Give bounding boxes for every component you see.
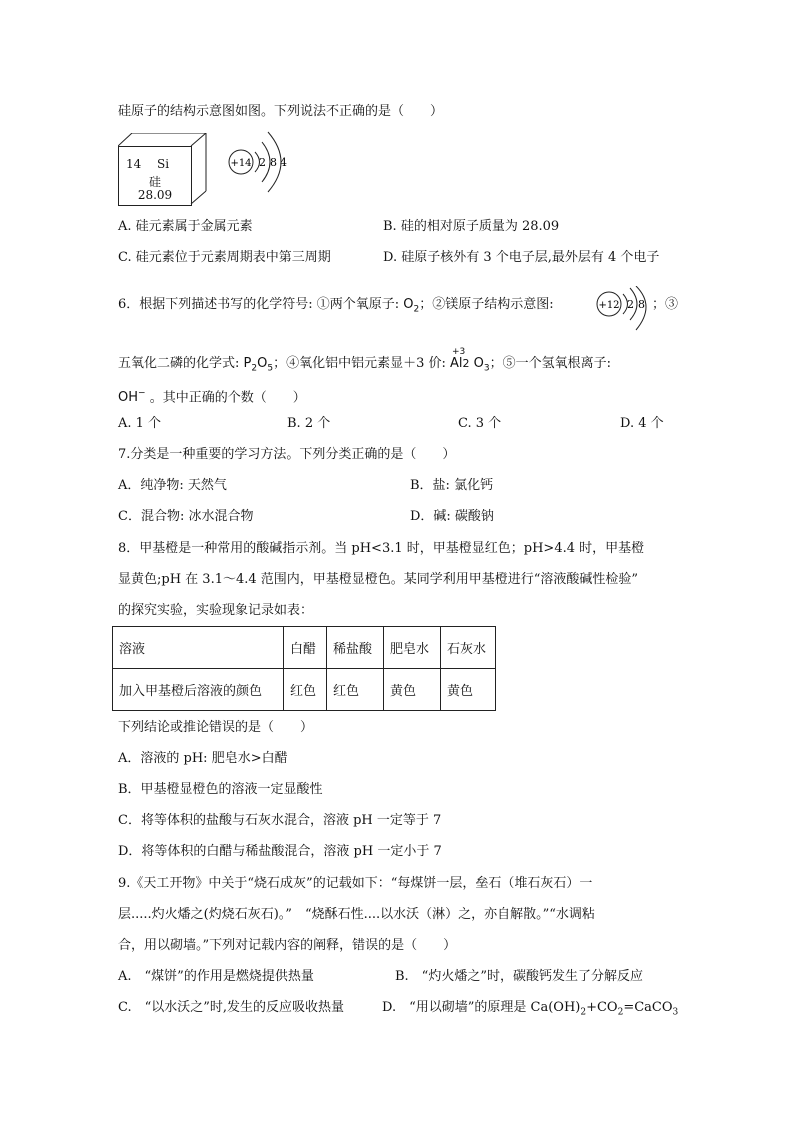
table-row [113, 669, 496, 711]
q6-option-c: C. 3 个 [458, 416, 502, 431]
formula-o: O [257, 356, 268, 371]
mg-shell-2-count: 8 [638, 298, 645, 311]
table-header-cell: 石灰水 [441, 627, 496, 669]
formula-al: Al [449, 356, 463, 371]
element-card-3d-edges [118, 133, 208, 205]
formula-al-count: 2 [462, 357, 470, 370]
q6-oh-label: ；⑤一个氢氧根离子: [489, 356, 611, 371]
q9-line-2: 层.....灼火燔之(灼烧石灰石)。” “烧酥石性....以水沃（淋）之，亦自解散。”“水调粘 [118, 907, 595, 922]
formula-oh-symbol: OH [118, 390, 139, 406]
q9-line-1: 9.《天工开物》中关于“烧石成灰”的记载如下：“每煤饼一层，垒石（堆石灰石）一 [118, 876, 593, 891]
q7-option-d: D．碱: 碳酸钠 [410, 509, 494, 524]
element-number: 14 [126, 157, 142, 171]
formula-al-o: O [473, 356, 484, 371]
q6-option-d: D. 4 个 [620, 416, 664, 431]
q9-option-d-sub: 2 [580, 1007, 587, 1018]
q6-line-1 [118, 296, 554, 319]
q8-line-1: 8．甲基橙是一种常用的酸碱指示剂。当 pH<3.1 时，甲基橙显红色；pH>4.4 时，甲基橙 [118, 541, 645, 556]
mg-nucleus-charge: +12 [598, 300, 620, 311]
q8-option-a: A．溶液的 pH: 肥皂水>白醋 [118, 751, 288, 766]
q6-al-label: ；④氧化铝中铝元素显＋3 价: [273, 356, 450, 371]
q6-line-2 [118, 349, 611, 378]
q9-option-d-mid: +CO [586, 1000, 618, 1015]
q9-option-a: A. “煤饼”的作用是燃烧提供热量 [118, 969, 314, 984]
al-valence: +3 [451, 347, 466, 357]
formula-o2 [403, 297, 420, 315]
q9-option-d-end: =CaCO [623, 1000, 673, 1015]
nucleus-charge: +14 [230, 158, 252, 169]
element-mass: 28.09 [137, 188, 173, 202]
q6-intro: 6．根据下列描述书写的化学符号: ①两个氧原子: [118, 297, 404, 312]
q9-line-3: 合，用以砌墙。”下列对记载内容的阐释，错误的是（ ） [118, 938, 457, 953]
formula-o2-subscript: 2 [413, 304, 420, 315]
q8-line-2: 显黄色;pH 在 3.1～4.4 范围内，甲基橙显橙色。某同学利用甲基橙进行“溶液酸碱性检验” [118, 572, 639, 587]
table-header-cell: 肥皂水 [384, 627, 441, 669]
table-cell: 黄色 [441, 669, 496, 711]
q6-option-b: B. 2 个 [287, 416, 331, 431]
table-cell: 加入甲基橙后溶液的颜色 [113, 669, 284, 711]
mg-shell-1-count: 2 [627, 298, 634, 311]
table-header-row [113, 627, 496, 669]
q7-option-c: C．混合物: 冰水混合物 [118, 509, 254, 524]
element-name: 硅 [148, 175, 161, 189]
table-header-cell: 稀盐酸 [327, 627, 384, 669]
table-cell: 红色 [284, 669, 327, 711]
q9-option-d-sub2: 2 [617, 1007, 624, 1018]
formula-al-o-subscript: 3 [483, 363, 490, 374]
table-header-cell: 白醋 [284, 627, 327, 669]
indicator-results-table [112, 626, 496, 711]
q7-option-a: A．纯净物: 天然气 [118, 478, 227, 493]
table-cell: 黄色 [384, 669, 441, 711]
shell-1-count: 2 [259, 156, 266, 169]
q7-option-b: B．盐: 氯化钙 [410, 478, 494, 493]
formula-p2o5 [243, 356, 274, 374]
q6-option-a: A. 1 个 [118, 416, 162, 431]
formula-o-subscript: 5 [267, 363, 274, 374]
q9-option-c: C. “以水沃之”时,发生的反应吸收热量 [118, 1000, 345, 1015]
magnesium-atom-diagram [592, 286, 658, 332]
table-cell: 红色 [327, 669, 384, 711]
q5-option-d: D. 硅原子核外有 3 个电子层,最外层有 4 个电子 [383, 250, 660, 265]
q6-p2o5-label: 五氧化二磷的化学式: [118, 356, 244, 371]
q6-line-3 [118, 385, 306, 407]
q8-option-d: D．将等体积的白醋与稀盐酸混合，溶液 pH 一定小于 7 [118, 844, 442, 859]
table-header-cell: 溶液 [113, 627, 284, 669]
formula-oh [118, 390, 146, 405]
formula-p-subscript: 2 [251, 363, 258, 374]
q7-stem: 7.分类是一种重要的学习方法。下列分类正确的是（ ） [118, 447, 456, 462]
silicon-atom-diagram [224, 130, 294, 200]
formula-oh-charge: − [138, 389, 146, 399]
q5-option-c: C. 硅元素位于元素周期表中第三周期 [118, 250, 331, 265]
q5-option-a: A. 硅元素属于金属元素 [118, 219, 253, 234]
shell-3-count: 4 [280, 156, 287, 169]
q6-question: 。其中正确的个数（ ） [145, 390, 306, 406]
q8-line-3: 的探究实验，实验现象记录如表： [118, 603, 314, 618]
shell-2-count: 8 [270, 156, 277, 169]
q8-question: 下列结论或推论错误的是（ ） [118, 720, 314, 735]
formula-al2o3 [450, 349, 490, 378]
formula-p: P [243, 356, 252, 371]
q5-stem: 硅原子的结构示意图如图。下列说法不正确的是（ ） [118, 104, 444, 119]
q9-option-d [382, 999, 678, 1022]
q9-option-d-sub3: 3 [672, 1007, 679, 1018]
q6-line-1-end: ；③ [652, 297, 679, 312]
q8-option-b: B．甲基橙显橙色的溶液一定显酸性 [118, 782, 323, 797]
q9-option-d-text: D. “用以砌墙”的原理是 Ca(OH) [382, 1000, 581, 1015]
formula-o2-symbol: O [403, 297, 414, 312]
element-symbol: Si [157, 157, 170, 171]
q9-option-b: B. “灼火燔之”时，碳酸钙发生了分解反应 [395, 969, 643, 984]
q5-option-b: B. 硅的相对原子质量为 28.09 [383, 219, 560, 234]
q6-mg-label: ；②镁原子结构示意图: [419, 297, 554, 312]
q8-option-c: C．将等体积的盐酸与石灰水混合，溶液 pH 一定等于 7 [118, 813, 442, 828]
